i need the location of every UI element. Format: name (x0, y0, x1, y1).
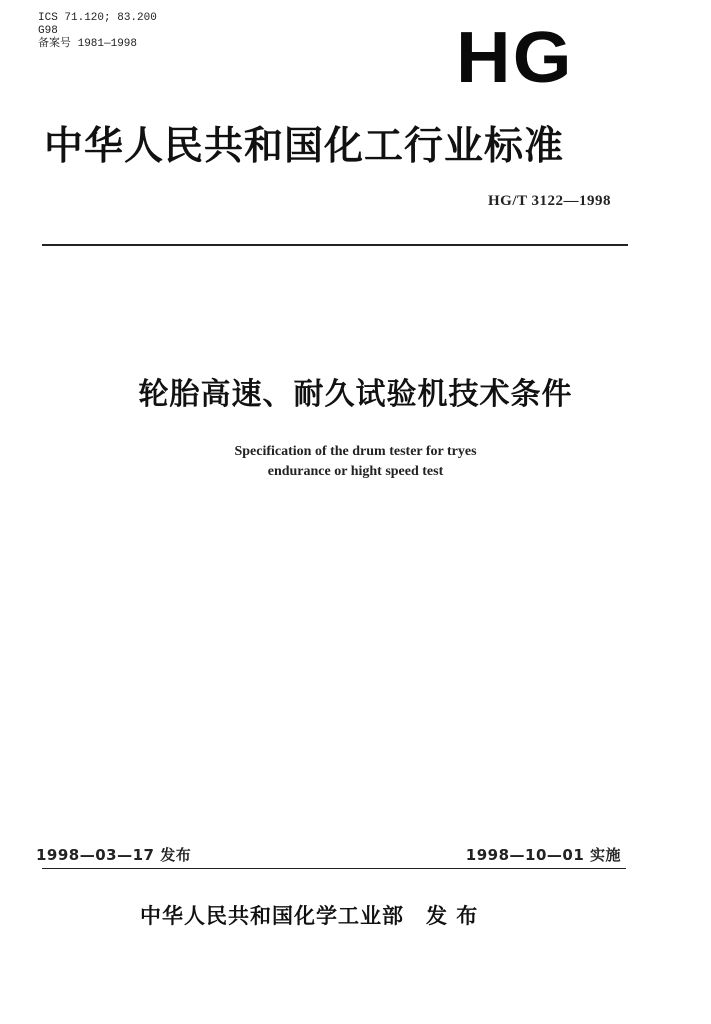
metadata-block (38, 12, 157, 51)
document-title: 轮胎高速、耐久试验机技术条件 (138, 377, 573, 412)
standard-title: 中华人民共和国化工行业标准 (44, 124, 565, 169)
english-title (0, 442, 711, 482)
hg-logo: HG (456, 18, 574, 98)
publisher-name: 中华人民共和国化学工业部 (140, 904, 404, 928)
standard-code: HG/T 3122—1998 (488, 193, 611, 209)
classification-code: G98 (38, 25, 58, 37)
ics-code: ICS 71.120; 83.200 (38, 12, 157, 24)
publisher-line (140, 900, 478, 930)
english-title-line-2: endurance or hight speed test (267, 464, 444, 479)
bottom-divider (42, 868, 626, 869)
issue-date: 1998—03—17 发布 (36, 846, 192, 864)
english-title-line-1: Specification of the drum tester for tryes (234, 444, 477, 459)
top-divider (42, 244, 628, 246)
publish-action: 发 布 (426, 904, 479, 928)
effective-date: 1998—10—01 实施 (465, 846, 621, 864)
filing-number: 备案号 1981—1998 (38, 38, 138, 50)
